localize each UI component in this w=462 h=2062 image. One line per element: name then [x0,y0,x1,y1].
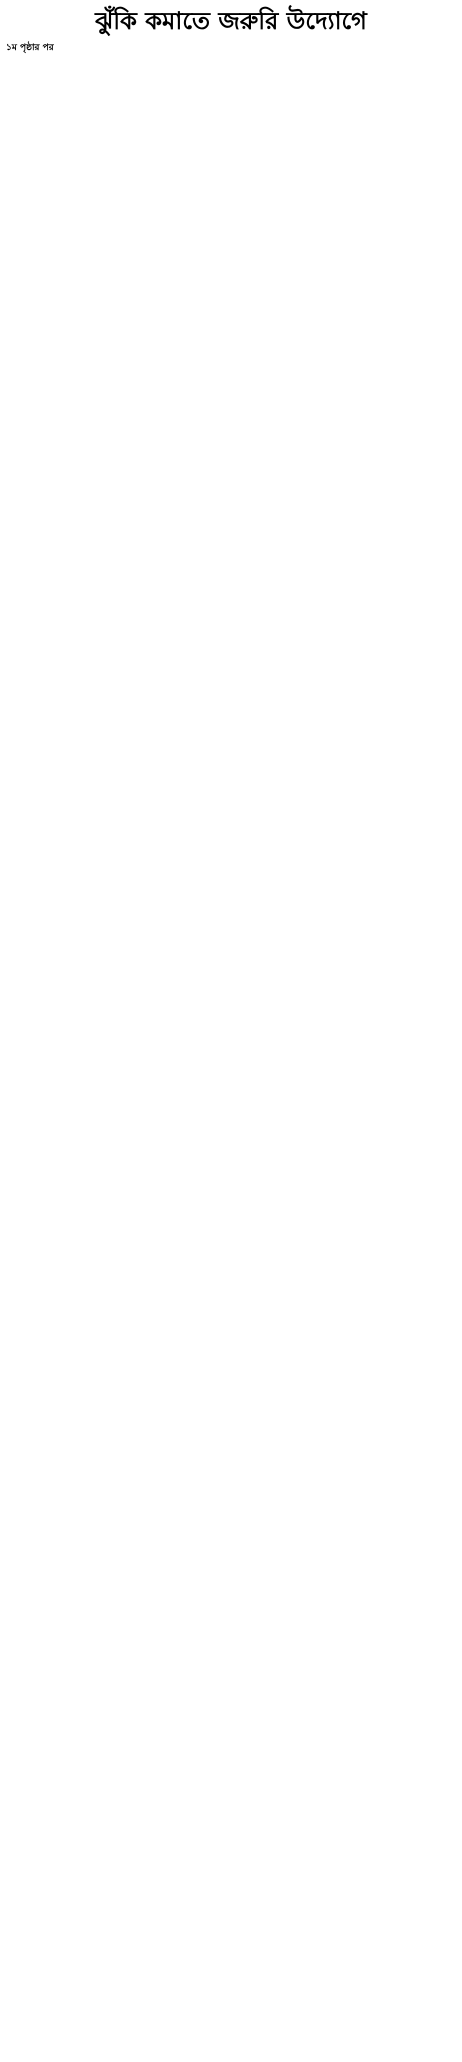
article-paragraph-2 [6,100,456,114]
article-paragraph-24 [6,760,456,774]
article-paragraph-15 [6,490,456,504]
article-paragraph-27 [6,850,456,864]
article-paragraph-18 [6,580,456,594]
article-paragraph-13 [6,430,456,444]
article-paragraph-6 [6,220,456,234]
article-paragraph-8 [6,280,456,294]
article-paragraph-19 [6,610,456,624]
article-paragraph-17 [6,550,456,564]
continued-from-label: ১ম পৃষ্ঠার পর [6,43,54,53]
article-paragraph-11 [6,370,456,384]
article-paragraph-9 [6,310,456,324]
article-paragraph-5 [6,190,456,204]
article-paragraph-7 [6,250,456,264]
article-paragraph-22 [6,700,456,714]
article-paragraph-28 [6,880,456,894]
article-paragraph-20 [6,640,456,654]
article-paragraph-14 [6,460,456,474]
article-paragraph-26 [6,820,456,834]
article-paragraph-3 [6,130,456,144]
article-paragraph-25 [6,790,456,804]
article-paragraph-1 [6,70,456,84]
article-paragraph-10 [6,340,456,354]
article-body [6,70,456,894]
article-paragraph-21 [6,670,456,684]
article-paragraph-16 [6,520,456,534]
article-paragraph-23 [6,730,456,744]
article-paragraph-4 [6,160,456,174]
article-headline: ঝুঁকি কমাতে জরুরি উদ্যোগে [95,7,367,35]
article-paragraph-12 [6,400,456,414]
